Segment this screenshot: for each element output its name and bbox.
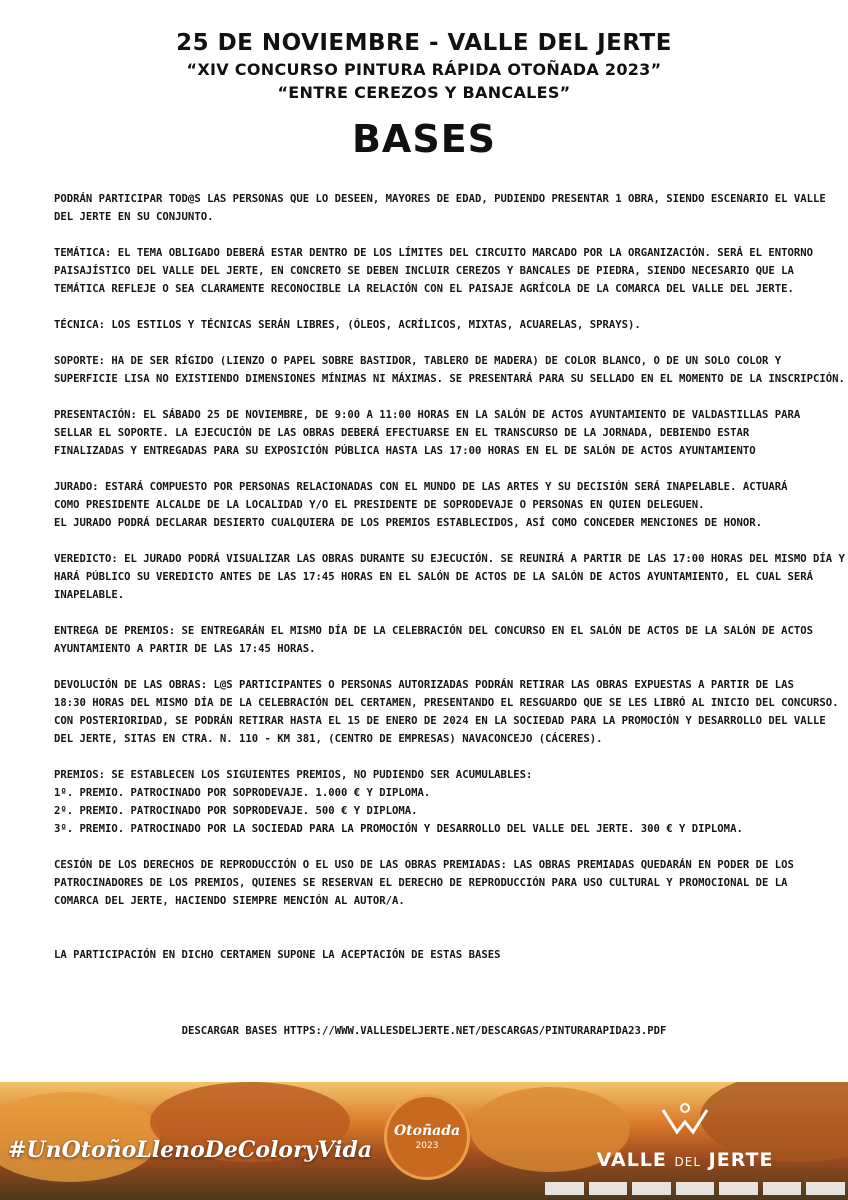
paragraph-line: SELLAR EL SOPORTE. LA EJECUCIÓN DE LAS OBRAS DEBERÁ EFECTUARSE EN EL TRANSCURSO DE LA JORNADA, DEBIENDO ESTAR [54, 427, 750, 439]
paragraph-line: PATROCINADORES DE LOS PREMIOS, QUIENES SE RESERVAN EL DERECHO DE REPRODUCCIÓN PARA USO CULTURAL Y PROMOCIONAL DE LA [54, 877, 788, 889]
paragraph-line: PREMIOS: SE ESTABLECEN LOS SIGUIENTES PREMIOS, NO PUDIENDO SER ACUMULABLES: [54, 769, 533, 781]
sponsor-logo [545, 1182, 584, 1195]
footer-banner [0, 1082, 848, 1200]
download-link[interactable]: DESCARGAR BASES HTTPS://WWW.VALLESDELJERTE.NET/DESCARGAS/PINTURARAPIDA23.PDF [181, 1025, 667, 1037]
rules-body [54, 190, 845, 982]
paragraph-line: 1º. PREMIO. PATROCINADO POR SOPRODEVAJE. 1.000 € Y DIPLOMA. [54, 787, 431, 799]
paragraph-line: DEL JERTE, SITAS EN CTRA. N. 110 - KM 381, (CENTRO DE EMPRESAS) NAVACONCEJO (CÁCERES). [54, 733, 603, 745]
contest-theme: “ENTRE CEREZOS Y BANCALES” [277, 83, 571, 102]
rule-paragraph [54, 766, 799, 838]
paragraph-line: TÉCNICA: LOS ESTILOS Y TÉCNICAS SERÁN LIBRES, (ÓLEOS, ACRÍLICOS, MIXTAS, ACUARELAS, SPRAYS). [54, 319, 641, 331]
paragraph-line: INAPELABLE. [54, 589, 125, 601]
sponsor-logo [589, 1182, 628, 1195]
rule-paragraph [54, 244, 813, 298]
paragraph-line: VEREDICTO: EL JURADO PODRÁ VISUALIZAR LAS OBRAS DURANTE SU EJECUCIÓN. SE REUNIRÁ A PARTIR DE LAS 17:00 HORAS DEL MISMO DÍA Y [54, 553, 845, 565]
paragraph-line: CON POSTERIORIDAD, SE PODRÁN RETIRAR HASTA EL 15 DE ENERO DE 2024 EN LA SOCIEDAD PARA LA PROMOCIÓN Y DESARROLLO DEL VALLE [54, 715, 826, 727]
paragraph-line: EL JURADO PODRÁ DECLARAR DESIERTO CUALQUIERA DE LOS PREMIOS ESTABLECIDOS, ASÍ COMO CONCEDER MENCIONES DE HONOR. [54, 517, 762, 529]
rule-paragraph [54, 352, 845, 388]
sponsor-logo [806, 1182, 845, 1195]
rule-paragraph [54, 316, 799, 334]
cherry-heart-icon [590, 1102, 780, 1149]
valle-del-jerte-logo [590, 1102, 780, 1171]
paragraph-line: DEVOLUCIÓN DE LAS OBRAS: L@S PARTICIPANTES O PERSONAS AUTORIZADAS PODRÁN RETIRAR LAS OBRAS EXPUESTAS A PARTIR DE LAS [54, 679, 794, 691]
otonada-logo-name: Otoñada [393, 1123, 461, 1139]
paragraph-line: SUPERFICIE LISA NO EXISTIENDO DIMENSIONES MÍNIMAS NI MÁXIMAS. SE PRESENTARÁ PARA SU SELLADO EN EL MOMENTO DE LA INSCRIPCIÓN. [54, 373, 845, 385]
paragraph-line: AYUNTAMIENTO A PARTIR DE LAS 17:45 HORAS. [54, 643, 316, 655]
rule-paragraph [54, 622, 813, 658]
sponsor-logos [545, 1182, 845, 1198]
paragraph-line: 2º. PREMIO. PATROCINADO POR SOPRODEVAJE. 500 € Y DIPLOMA. [54, 805, 418, 817]
sponsor-logo [763, 1182, 802, 1195]
rule-paragraph [54, 856, 799, 910]
paragraph-line: LA PARTICIPACIÓN EN DICHO CERTAMEN SUPONE LA ACEPTACIÓN DE ESTAS BASES [54, 949, 501, 961]
paragraph-line: TEMÁTICA: EL TEMA OBLIGADO DEBERÁ ESTAR DENTRO DE LOS LÍMITES DEL CIRCUITO MARCADO POR LA ORGANIZACIÓN. SERÁ EL ENTORNO [54, 247, 813, 259]
paragraph-line: SOPORTE: HA DE SER RÍGIDO (LIENZO O PAPEL SOBRE BASTIDOR, TABLERO DE MADERA) DE COLOR BLANCO, O DE UN SOLO COLOR Y [54, 355, 782, 367]
paragraph-line: DEL JERTE EN SU CONJUNTO. [54, 211, 214, 223]
paragraph-line: PRESENTACIÓN: EL SÁBADO 25 DE NOVIEMBRE, DE 9:00 A 11:00 HORAS EN LA SALÓN DE ACTOS AYUNTAMIENTO DE VALDASTILLAS PARA [54, 409, 801, 421]
rule-paragraph [54, 550, 845, 604]
paragraph-line: PAISAJÍSTICO DEL VALLE DEL JERTE, EN CONCRETO SE DEBEN INCLUIR CEREZOS Y BANCALES DE PIEDRA, SIENDO NECESARIO QUE LA [54, 265, 794, 277]
sponsor-logo [676, 1182, 715, 1195]
otonada-logo-year: 2023 [415, 1141, 439, 1151]
paragraph-line: TEMÁTICA REFLEJE O SEA CLARAMENTE RECONOCIBLE LA RELACIÓN CON EL PAISAJE AGRÍCOLA DE LA COMARCA DEL VALLE DEL JERTE. [54, 283, 794, 295]
rule-paragraph [54, 406, 799, 460]
document-header [0, 28, 848, 162]
campaign-hashtag: #UnOtoñoLlenoDeColoryVida [8, 1137, 373, 1163]
contest-name: “XIV CONCURSO PINTURA RÁPIDA OTOÑADA 2023” [186, 60, 662, 79]
paragraph-line: PODRÁN PARTICIPAR TOD@S LAS PERSONAS QUE LO DESEEN, MAYORES DE EDAD, PUDIENDO PRESENTAR 1 OBRA, SIENDO ESCENARIO EL VALLE [54, 193, 826, 205]
paragraph-line: 18:30 HORAS DEL MISMO DÍA DE LA CELEBRACIÓN DEL CERTAMEN, PRESENTANDO EL RESGUARDO QUE SE LES LIBRÓ AL INICIO DEL CONCURSO. [54, 697, 839, 709]
paragraph-line: 3º. PREMIO. PATROCINADO POR LA SOCIEDAD PARA LA PROMOCIÓN Y DESARROLLO DEL VALLE DEL JERTE. 300 € Y DIPLOMA. [54, 823, 743, 835]
rule-paragraph [54, 190, 826, 226]
rule-paragraph [54, 478, 799, 532]
paragraph-line: CESIÓN DE LOS DERECHOS DE REPRODUCCIÓN O EL USO DE LAS OBRAS PREMIADAS: LAS OBRAS PREMIADAS QUEDARÁN EN PODER DE LOS [54, 859, 794, 871]
rule-paragraph [54, 676, 839, 748]
valle-logo-text: VALLE DEL JERTE [596, 1149, 774, 1171]
rule-paragraph [54, 946, 799, 964]
sponsor-logo [632, 1182, 671, 1195]
paragraph-line: COMARCA DEL JERTE, HACIENDO SIEMPRE MENCIÓN AL AUTOR/A. [54, 895, 405, 907]
paragraph-line: FINALIZADAS Y ENTREGADAS PARA SU EXPOSICIÓN PÚBLICA HASTA LAS 17:00 HORAS EN EL DE SALÓN DE ACTOS AYUNTAMIENTO [54, 445, 756, 457]
paragraph-line: HARÁ PÚBLICO SU VEREDICTO ANTES DE LAS 17:45 HORAS EN EL SALÓN DE ACTOS DE LA SALÓN DE ACTOS AYUNTAMIENTO, EL CUAL SERÁ [54, 571, 813, 583]
page-title: BASES [351, 117, 497, 161]
paragraph-line: ENTREGA DE PREMIOS: SE ENTREGARÁN EL MISMO DÍA DE LA CELEBRACIÓN DEL CONCURSO EN EL SALÓN DE ACTOS DE LA SALÓN DE ACTOS [54, 625, 813, 637]
event-date-location: 25 DE NOVIEMBRE - VALLE DEL JERTE [176, 30, 672, 56]
paragraph-line: COMO PRESIDENTE ALCALDE DE LA LOCALIDAD Y/O EL PRESIDENTE DE SOPRODEVAJE O PERSONAS EN QUIEN DELEGUEN. [54, 499, 705, 511]
paragraph-line: JURADO: ESTARÁ COMPUESTO POR PERSONAS RELACIONADAS CON EL MUNDO DE LAS ARTES Y SU DECISIÓN SERÁ INAPELABLE. ACTUARÁ [54, 481, 788, 493]
otonada-logo [384, 1094, 470, 1180]
sponsor-logo [719, 1182, 758, 1195]
